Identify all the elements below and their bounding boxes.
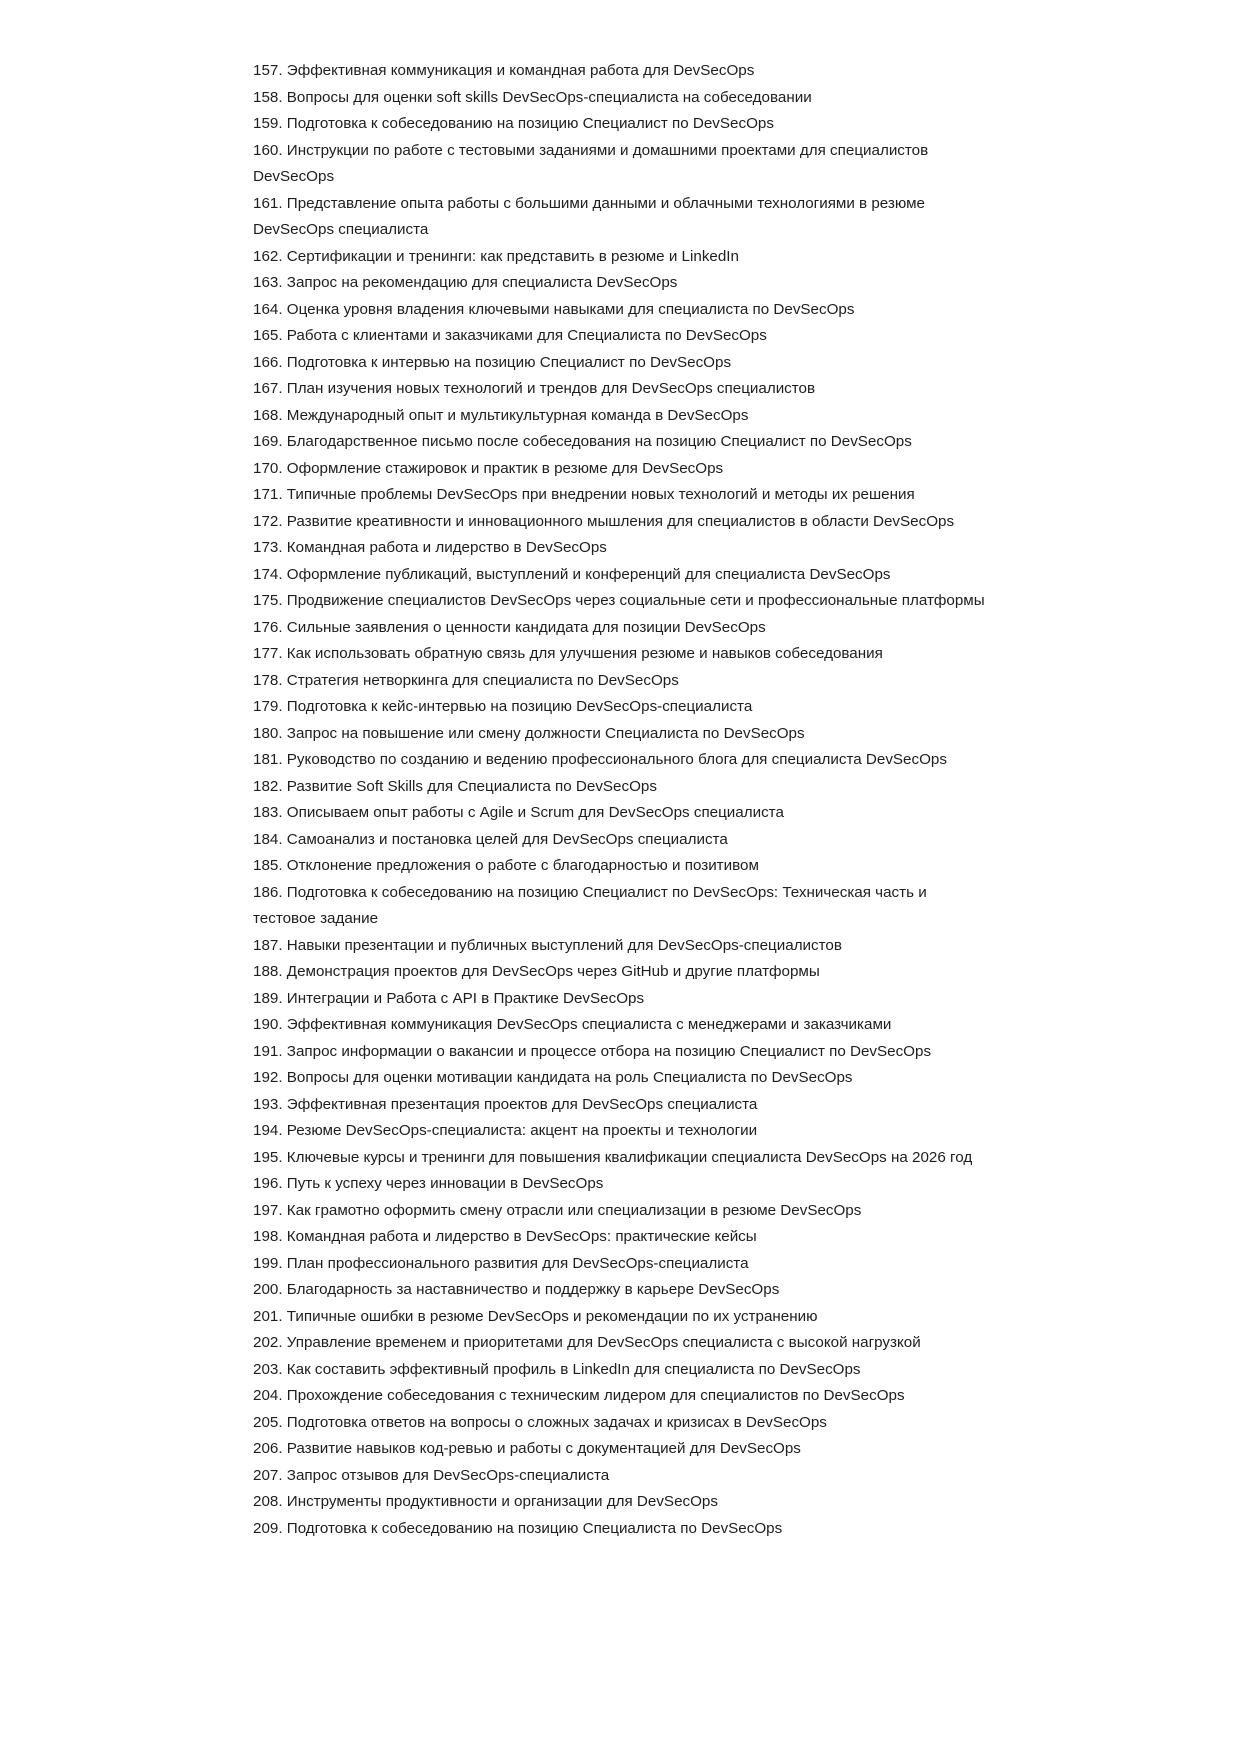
list-item: 192. Вопросы для оценки мотивации кандидата на роль Специалиста по DevSecOps — [253, 1069, 853, 1086]
list-item: 164. Оценка уровня владения ключевыми навыками для специалиста по DevSecOps — [253, 300, 855, 318]
list-item: 179. Подготовка к кейс-интервью на позицию DevSecOps-специалиста — [253, 698, 753, 715]
list-item: 163. Запрос на рекомендацию для специалиста DevSecOps — [253, 274, 678, 291]
list-item: 195. Ключевые курсы и тренинги для повышения квалификации специалиста DevSecOps на 2026 год — [253, 1148, 973, 1166]
list-item: 189. Интеграции и Работа с API в Практике DevSecOps — [253, 989, 645, 1007]
list-item: 177. Как использовать обратную связь для улучшения резюме и навыков собеседования — [253, 645, 883, 662]
list-item: 181. Руководство по созданию и ведению профессионального блога для специалиста DevSecOps — [253, 751, 947, 768]
list-item: 168. Международный опыт и мультикультурная команда в DevSecOps — [253, 406, 749, 424]
list-item: 176. Сильные заявления о ценности кандидата для позиции DevSecOps — [253, 618, 766, 636]
list-item: 191. Запрос информации о вакансии и процессе отбора на позицию Специалист по DevSecOps — [253, 1042, 932, 1060]
list-item: 200. Благодарность за наставничество и поддержку в карьере DevSecOps — [253, 1281, 780, 1298]
list-item: 180. Запрос на повышение или смену должности Специалиста по DevSecOps — [253, 724, 805, 742]
list-item: 167. План изучения новых технологий и трендов для DevSecOps специалистов — [253, 380, 816, 397]
list-item: 170. Оформление стажировок и практик в резюме для DevSecOps — [253, 459, 724, 477]
list-item: 186. Подготовка к собеседованию на позицию Специалист по DevSecOps: Техническая часть и тестовое задание — [253, 883, 927, 927]
list-item: 158. Вопросы для оценки soft skills DevSecOps-специалиста на собеседовании — [253, 88, 812, 106]
list-item: 208. Инструменты продуктивности и организации для DevSecOps — [253, 1493, 718, 1510]
list-item: 206. Развитие навыков код-ревью и работы с документацией для DevSecOps — [253, 1440, 801, 1457]
list-item: 160. Инструкции по работе с тестовыми заданиями и домашними проектами для специалистов DevSecOps — [253, 141, 929, 185]
list-item: 175. Продвижение специалистов DevSecOps через социальные сети и профессиональные платформы — [253, 592, 985, 609]
list-item: 193. Эффективная презентация проектов для DevSecOps специалиста — [253, 1095, 758, 1113]
list-item: 201. Типичные ошибки в резюме DevSecOps и рекомендации по их устранению — [253, 1307, 818, 1325]
list-item: 165. Работа с клиентами и заказчиками для Специалиста по DevSecOps — [253, 327, 767, 344]
list-item: 205. Подготовка ответов на вопросы о сложных задачах и кризисах в DevSecOps — [253, 1413, 827, 1431]
article-list — [253, 58, 988, 1542]
list-item: 162. Сертификации и тренинги: как представить в резюме и LinkedIn — [253, 247, 739, 265]
list-item: 182. Развитие Soft Skills для Специалиста по DevSecOps — [253, 777, 657, 795]
list-item: 187. Навыки презентации и публичных выступлений для DevSecOps-специалистов — [253, 936, 842, 954]
list-item: 190. Эффективная коммуникация DevSecOps специалиста с менеджерами и заказчиками — [253, 1016, 892, 1033]
list-item: 196. Путь к успеху через инновации в DevSecOps — [253, 1175, 604, 1192]
list-item: 157. Эффективная коммуникация и командная работа для DevSecOps — [253, 62, 755, 79]
list-item: 203. Как составить эффективный профиль в LinkedIn для специалиста по DevSecOps — [253, 1360, 861, 1378]
list-item: 197. Как грамотно оформить смену отрасли или специализации в резюме DevSecOps — [253, 1201, 862, 1219]
list-item: 207. Запрос отзывов для DevSecOps-специалиста — [253, 1466, 610, 1484]
list-item: 172. Развитие креативности и инновационного мышления для специалистов в области DevSecOps — [253, 512, 955, 530]
list-item: 166. Подготовка к интервью на позицию Специалист по DevSecOps — [253, 353, 732, 371]
list-item: 194. Резюме DevSecOps-специалиста: акцент на проекты и технологии — [253, 1122, 758, 1139]
list-item: 184. Самоанализ и постановка целей для DevSecOps специалиста — [253, 830, 728, 848]
list-item: 174. Оформление публикаций, выступлений и конференций для специалиста DevSecOps — [253, 565, 891, 583]
list-item: 209. Подготовка к собеседованию на позицию Специалиста по DevSecOps — [253, 1519, 783, 1537]
list-item: 198. Командная работа и лидерство в DevSecOps: практические кейсы — [253, 1228, 757, 1245]
list-item: 173. Командная работа и лидерство в DevSecOps — [253, 539, 607, 556]
list-item: 202. Управление временем и приоритетами для DevSecOps специалиста с высокой нагрузкой — [253, 1334, 921, 1351]
list-item: 161. Представление опыта работы с большими данными и облачными технологиями в резюме DevSecOps специалиста — [253, 194, 925, 238]
list-item: 199. План профессионального развития для DevSecOps-специалиста — [253, 1254, 749, 1272]
list-item: 185. Отклонение предложения о работе с благодарностью и позитивом — [253, 857, 759, 874]
list-item: 171. Типичные проблемы DevSecOps при внедрении новых технологий и методы их решения — [253, 486, 915, 503]
list-item: 204. Прохождение собеседования с техническим лидером для специалистов по DevSecOps — [253, 1387, 905, 1404]
list-item: 178. Стратегия нетворкинга для специалиста по DevSecOps — [253, 671, 679, 689]
list-item: 169. Благодарственное письмо после собеседования на позицию Специалист по DevSecOps — [253, 433, 912, 450]
list-item: 188. Демонстрация проектов для DevSecOps через GitHub и другие платформы — [253, 963, 820, 980]
list-item: 183. Описываем опыт работы с Agile и Scrum для DevSecOps специалиста — [253, 804, 784, 821]
list-item: 159. Подготовка к собеседованию на позицию Специалист по DevSecOps — [253, 115, 774, 132]
